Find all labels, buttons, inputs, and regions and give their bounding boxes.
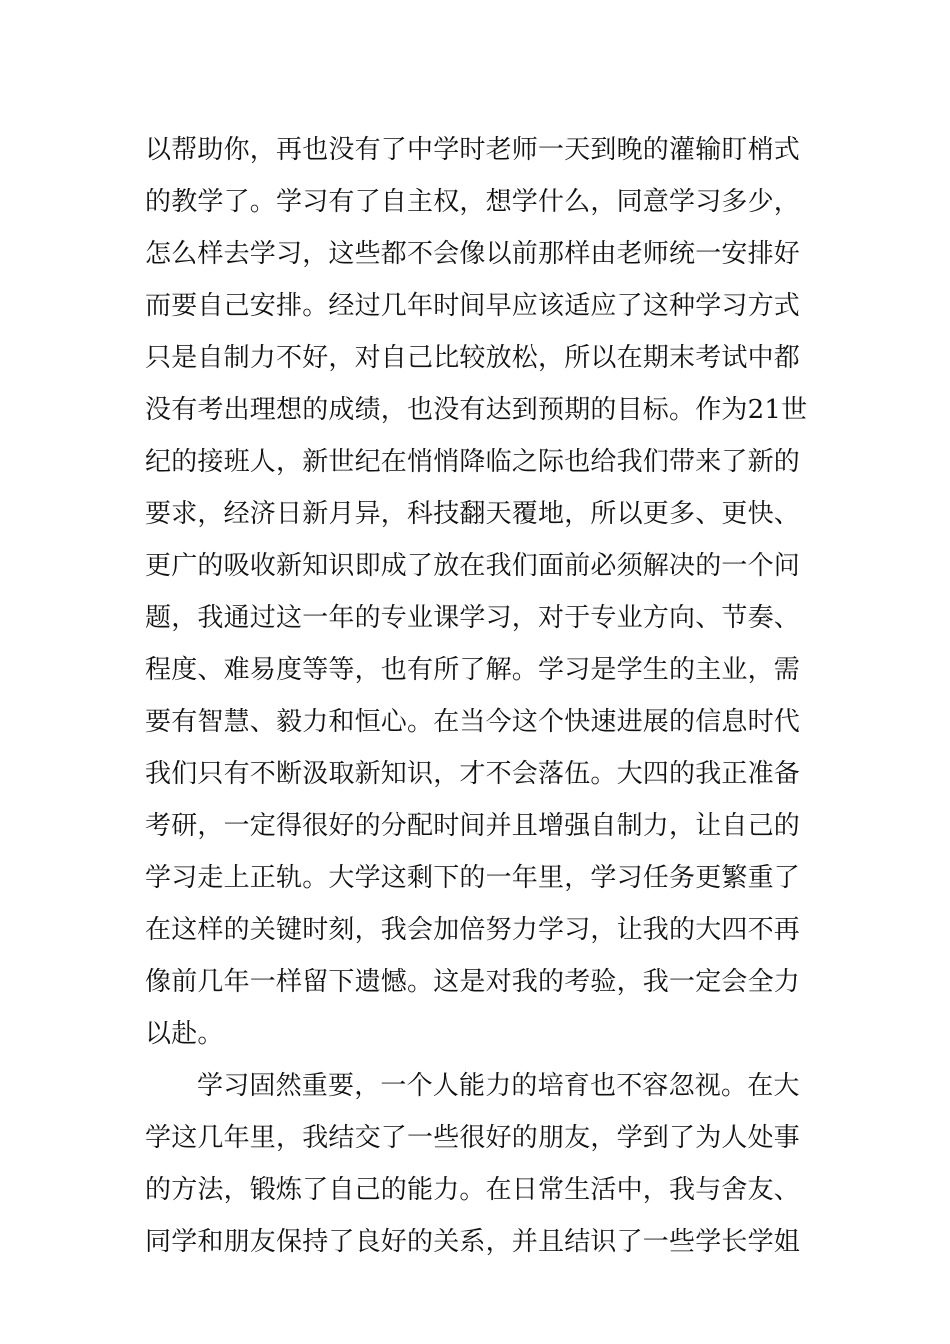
text-line: 以帮助你，再也没有了中学时老师一天到晚的灌输盯梢式 [145, 135, 801, 165]
text-line: 在这样的关键时刻，我会加倍努力学习，让我的大四不再 [145, 915, 801, 945]
paragraph-start-line: 学习固然重要，一个人能力的培育也不容忽视。在大 [197, 1071, 800, 1101]
text-line: 更广的吸收新知识即成了放在我们面前必须解决的一个问 [145, 551, 801, 581]
text-line: 题，我通过这一年的专业课学习，对于专业方向、节奏、 [145, 603, 801, 633]
text-line: 我们只有不断汲取新知识，才不会落伍。大四的我正准备 [145, 759, 801, 789]
text-line: 同学和朋友保持了良好的关系，并且结识了一些学长学姐 [145, 1227, 801, 1257]
text-line: 而要自己安排。经过几年时间早应该适应了这种学习方式 [145, 291, 801, 321]
text-line: 只是自制力不好，对自己比较放松，所以在期末考试中都 [145, 343, 801, 373]
text-line: 像前几年一样留下遗憾。这是对我的考验，我一定会全力 [145, 967, 801, 997]
text-line: 学习走上正轨。大学这剩下的一年里，学习任务更繁重了 [145, 863, 801, 893]
text-line: 纪的接班人，新世纪在悄悄降临之际也给我们带来了新的 [145, 447, 801, 477]
text-line: 以赴。 [145, 1019, 224, 1049]
text-line: 的教学了。学习有了自主权，想学什么，同意学习多少， [145, 187, 801, 217]
text-line: 学这几年里，我结交了一些很好的朋友，学到了为人处事 [145, 1123, 801, 1153]
text-line: 要有智慧、毅力和恒心。在当今这个快速进展的信息时代 [145, 707, 801, 737]
text-line: 程度、难易度等等，也有所了解。学习是学生的主业，需 [145, 655, 801, 685]
text-line: 怎么样去学习，这些都不会像以前那样由老师统一安排好 [145, 239, 801, 269]
text-line: 的方法，锻炼了自己的能力。在日常生活中，我与舍友、 [145, 1175, 801, 1205]
text-line: 没有考出理想的成绩，也没有达到预期的目标。作为21世 [145, 395, 808, 425]
text-line: 考研，一定得很好的分配时间并且增强自制力，让自己的 [145, 811, 801, 841]
text-line: 要求，经济日新月异，科技翻天覆地，所以更多、更快、 [145, 499, 801, 529]
body-text [145, 124, 815, 1268]
